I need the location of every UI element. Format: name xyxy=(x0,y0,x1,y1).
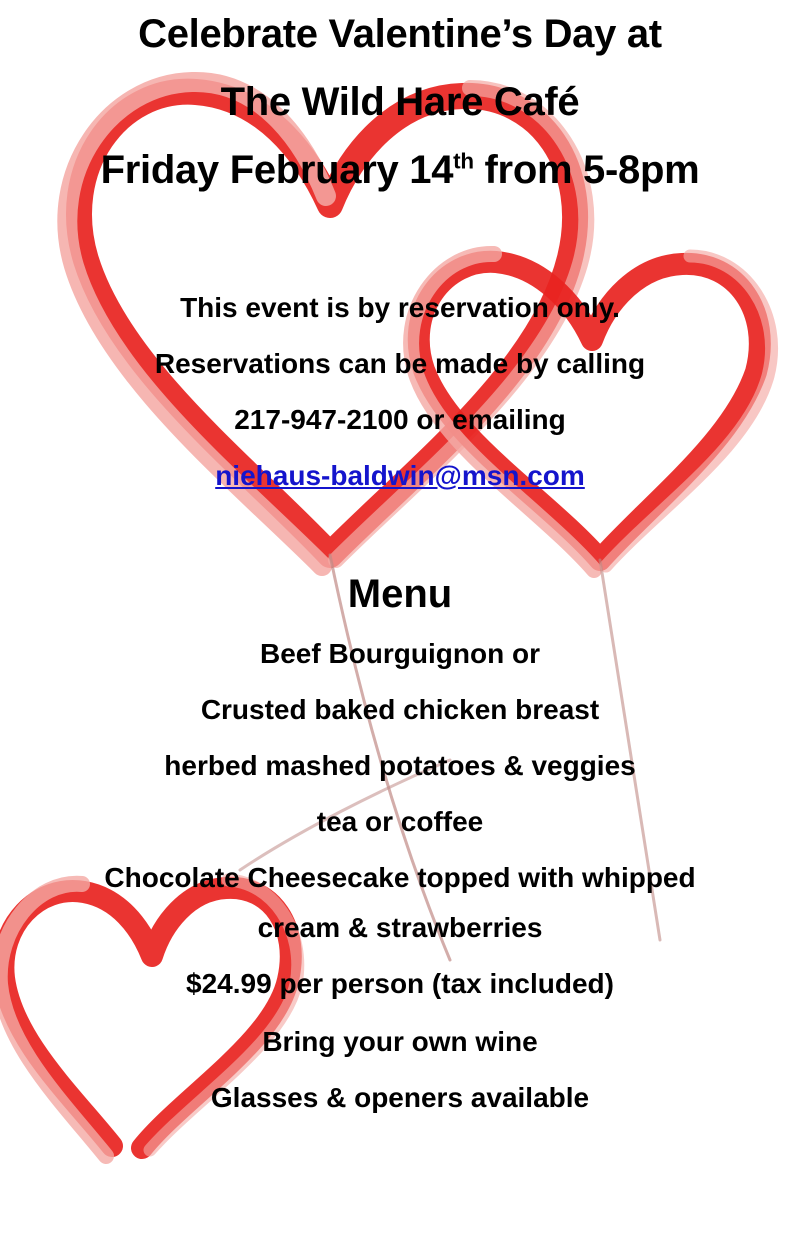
reservation-line-2: Reservations can be made by calling xyxy=(154,348,646,379)
menu-note-glasses: Glasses & openers available xyxy=(210,1082,590,1113)
reservation-email-line xyxy=(0,460,800,491)
menu-note-wine: Bring your own wine xyxy=(262,1026,538,1057)
flyer-title-line-1: Celebrate Valentine’s Day at xyxy=(138,12,662,56)
menu-item: herbed mashed potatoes & veggies xyxy=(164,750,636,781)
email-link[interactable]: niehaus-baldwin@msn.com xyxy=(215,460,585,491)
flyer-date-ordinal-suffix: th xyxy=(453,148,474,174)
menu-item: Chocolate Cheesecake topped with whipped xyxy=(104,862,696,893)
menu-price: $24.99 per person (tax included) xyxy=(186,968,614,999)
reservation-line-3-phone: 217-947-2100 or emailing xyxy=(234,404,566,435)
flyer-date-text: Friday February 14 xyxy=(100,148,454,192)
menu-heading: Menu xyxy=(347,572,453,616)
flyer-time-text: from 5-8pm xyxy=(473,148,700,192)
menu-item: Crusted baked chicken breast xyxy=(200,694,600,725)
menu-item: Beef Bourguignon or xyxy=(260,638,540,669)
menu-item: cream & strawberries xyxy=(257,912,543,943)
menu-item: tea or coffee xyxy=(316,806,484,837)
flyer-title-line-2: The Wild Hare Café xyxy=(220,80,580,124)
reservation-line-1: This event is by reservation only. xyxy=(180,292,620,323)
flyer-title-line-3 xyxy=(0,148,800,193)
